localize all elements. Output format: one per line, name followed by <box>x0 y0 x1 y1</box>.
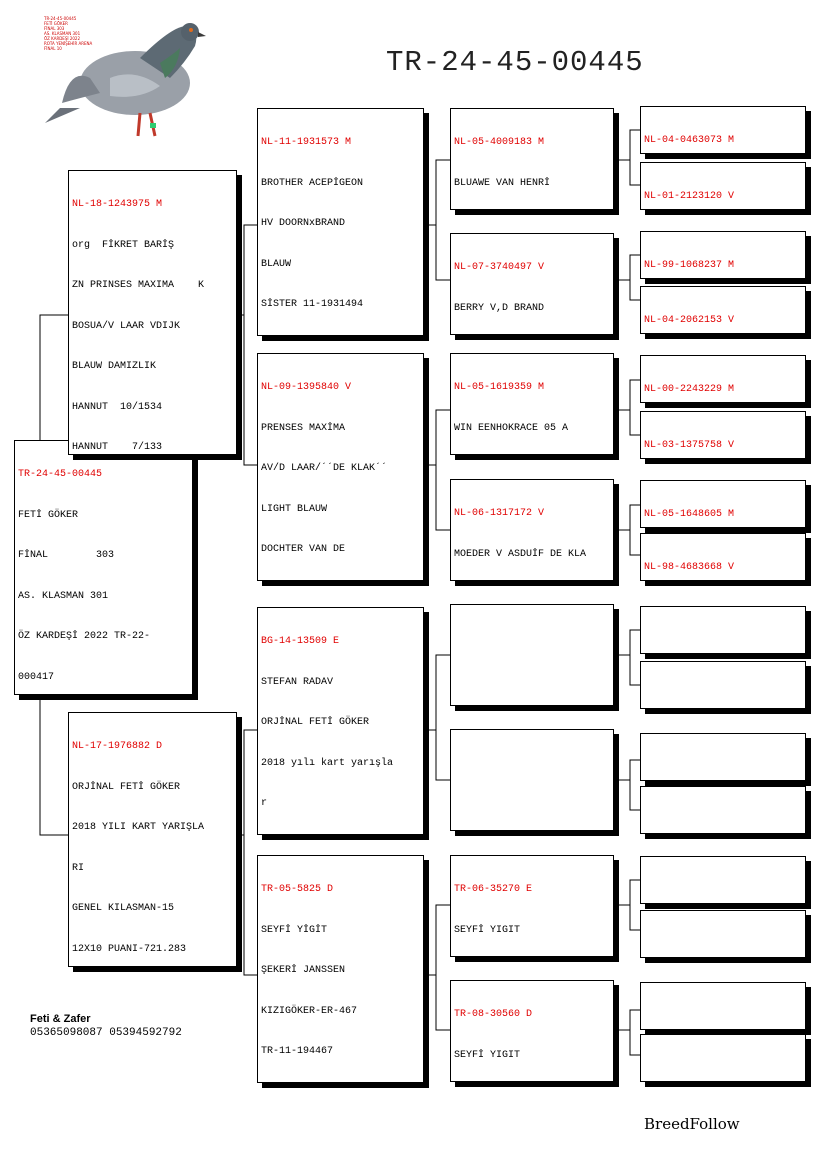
info-line: GENEL KILASMAN-15 <box>72 903 175 914</box>
info-line: ORJİNAL FETİ GÖKER <box>72 781 181 793</box>
gen4-card-4[interactable] <box>450 479 614 581</box>
info-line: BROTHER ACEPİGEON <box>261 177 364 189</box>
info-line: SEYFİ YİGİT <box>261 924 328 936</box>
gen5-card-10[interactable] <box>640 661 806 709</box>
gen4-card-1[interactable] <box>450 108 614 210</box>
gen5-card-15[interactable] <box>640 982 806 1030</box>
ring-number: BG-14-13509 E <box>261 636 340 647</box>
ring-number: NL-17-1976882 D <box>72 741 163 752</box>
info-line: LIGHT BLAUW <box>261 503 328 515</box>
info-line: TR-11-194467 <box>261 1046 334 1057</box>
ring-number: NL-05-4009183 M <box>454 137 545 148</box>
info-line: ÖZ KARDEŞİ 2022 TR-22- <box>18 631 151 642</box>
gen5-card-9[interactable] <box>640 606 806 654</box>
gen5-card-8[interactable] <box>640 533 806 581</box>
sire-dam-card[interactable] <box>257 353 424 581</box>
info-line: PRENSES MAXİMA <box>261 422 346 434</box>
ring-number: NL-04-2062153 V <box>644 315 735 326</box>
info-line: FİNAL 303 <box>18 550 115 561</box>
sire-sire-card[interactable] <box>257 108 424 336</box>
brand-logo: BreedFollow <box>644 1115 740 1133</box>
info-line: HANNUT 7/133 <box>72 442 163 453</box>
ring-number: NL-11-1931573 M <box>261 137 352 148</box>
gen5-card-14[interactable] <box>640 910 806 958</box>
gen5-card-6[interactable] <box>640 411 806 459</box>
info-line: org FİKRET BARİŞ <box>72 239 175 251</box>
info-line: BOSUA/V LAAR VDIJK <box>72 320 181 332</box>
ring-number: NL-03-1375758 V <box>644 440 735 451</box>
owner-name: Feti & Zafer <box>30 1013 91 1025</box>
dam-dam-card[interactable] <box>257 855 424 1083</box>
info-line: AS. KLASMAN 301 <box>18 590 109 602</box>
ring-number: NL-99-1068237 M <box>644 260 735 271</box>
info-line: 000417 <box>18 671 55 683</box>
ring-number: NL-09-1395840 V <box>261 382 352 393</box>
info-line: 2018 YILI KART YARIŞLA <box>72 822 205 833</box>
gen5-card-3[interactable] <box>640 231 806 279</box>
ring-number: TR-08-30560 D <box>454 1009 533 1020</box>
gen4-card-2[interactable] <box>450 233 614 335</box>
dam-sire-card[interactable] <box>257 607 424 835</box>
info-line: DOCHTER VAN DE <box>261 544 346 555</box>
info-line: SİSTER 11-1931494 <box>261 299 364 310</box>
ring-number: NL-05-1648605 M <box>644 509 735 520</box>
gen5-card-7[interactable] <box>640 480 806 528</box>
info-line: AV/D LAAR/´´DE KLAK´´ <box>261 463 388 474</box>
info-line: BLAUW DAMIZLIK <box>72 361 157 372</box>
subject-card[interactable] <box>14 440 193 695</box>
gen5-card-4[interactable] <box>640 286 806 334</box>
info-line: BLAUW <box>261 258 292 270</box>
ring-number: NL-06-1317172 V <box>454 508 545 519</box>
ring-number: TR-05-5825 D <box>261 884 334 895</box>
gen5-card-5[interactable] <box>640 355 806 403</box>
info-line: WIN EENHOKRACE 05 A <box>454 422 569 434</box>
owner-info <box>30 1012 182 1040</box>
gen5-card-1[interactable] <box>640 106 806 154</box>
gen4-card-7[interactable] <box>450 855 614 957</box>
info-line: FETİ GÖKER <box>18 509 79 521</box>
info-line: SEYFİ YIGIT <box>454 1049 521 1061</box>
gen5-card-11[interactable] <box>640 733 806 781</box>
info-line: SEYFİ YIGIT <box>454 924 521 936</box>
ring-number: TR-06-35270 E <box>454 884 533 895</box>
gen4-card-6[interactable] <box>450 729 614 831</box>
info-line: RI <box>72 862 85 874</box>
gen5-card-2[interactable] <box>640 162 806 210</box>
info-line: 2018 yılı kart yarışla <box>261 757 394 769</box>
info-line: HV DOORNxBRAND <box>261 218 346 229</box>
owner-phone: 05365098087 05394592792 <box>30 1027 182 1039</box>
ring-number: NL-05-1619359 M <box>454 382 545 393</box>
info-line: ZN PRINSES MAXIMA K <box>72 280 205 291</box>
gen5-card-12[interactable] <box>640 786 806 834</box>
info-line: ORJİNAL FETİ GÖKER <box>261 717 370 728</box>
gen4-card-8[interactable] <box>450 980 614 1082</box>
ring-number: NL-18-1243975 M <box>72 199 163 210</box>
ring-number: TR-24-45-00445 <box>18 469 103 480</box>
photo-caption: TR-24-45-00445 FETİ GÖKER FİNAL 303 AS. KLASMAN 301 ÖZ KARDEŞİ 2022 ROTA YENİŞEHİR ARENA FİNAL 10 <box>44 16 93 51</box>
gen5-card-13[interactable] <box>640 856 806 904</box>
dam-card[interactable] <box>68 712 237 967</box>
info-line: ŞEKERİ JANSSEN <box>261 965 346 976</box>
ring-number: NL-98-4683668 V <box>644 562 735 573</box>
info-line: KIZIGÖKER-ER-467 <box>261 1005 358 1017</box>
info-line: 12X10 PUANI-721.283 <box>72 943 187 955</box>
info-line: HANNUT 10/1534 <box>72 401 163 413</box>
gen5-card-16[interactable] <box>640 1034 806 1082</box>
gen4-card-3[interactable] <box>450 353 614 455</box>
gen4-card-5[interactable] <box>450 604 614 706</box>
ring-number: NL-04-0463073 M <box>644 135 735 146</box>
info-line: STEFAN RADAV <box>261 676 334 688</box>
info-line: MOEDER V ASDUİF DE KLA <box>454 548 587 560</box>
ring-number: NL-01-2123120 V <box>644 191 735 202</box>
info-line: r <box>261 798 268 809</box>
ring-number: NL-07-3740497 V <box>454 262 545 273</box>
page-title: TR-24-45-00445 <box>386 46 644 79</box>
info-line: BERRY V,D BRAND <box>454 302 545 314</box>
info-line: BLUAWE VAN HENRİ <box>454 177 551 189</box>
sire-card[interactable] <box>68 170 237 455</box>
ring-number: NL-00-2243229 M <box>644 384 735 395</box>
